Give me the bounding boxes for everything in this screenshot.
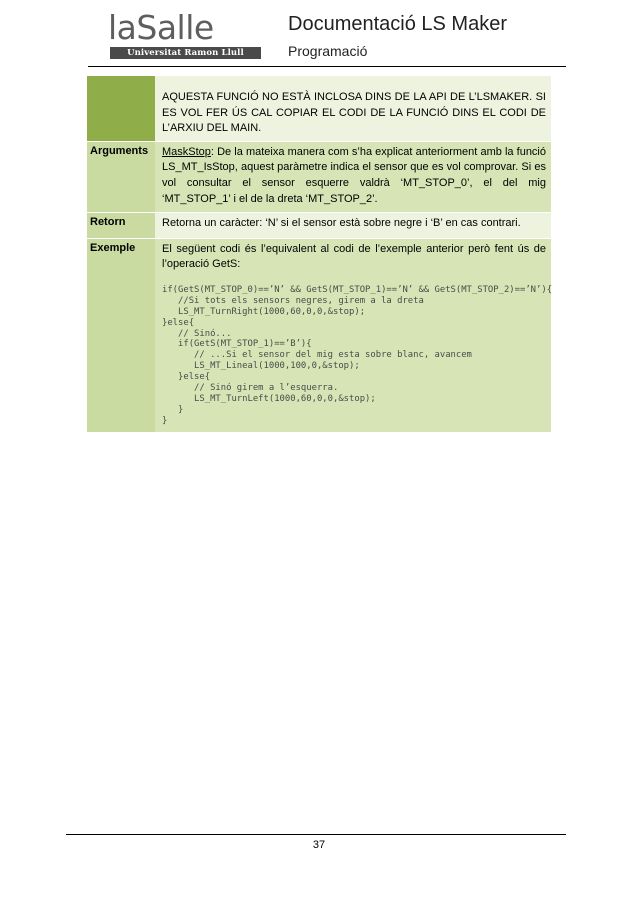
parameter-name: MaskStop bbox=[162, 145, 211, 158]
return-description: Retorna un caràcter: ‘N’ si el sensor està sobre negre i ‘B’ en cas contrari. bbox=[155, 213, 551, 239]
logo-wordmark: laSalle bbox=[108, 8, 214, 47]
example-code-block: if(GetS(MT_STOP_0)==’N’ && GetS(MT_STOP_1)==’N’ && GetS(MT_STOP_2)==’N’){ //Si tots els sensors negres, girem a la dreta LS_MT_TurnRight(1000,60,0,0,&stop); }else{ // Sinó... if(GetS(MT_STOP_1)==’B’){ // ...Si el sensor del mig esta sobre blanc, avancem LS_MT_Lineal(1000,100,0,&stop); }else{ // Sinó girem a l’esquerra. LS_MT_TurnLeft(1000,60,0,0,&stop); } } bbox=[162, 284, 553, 426]
arguments-text: : De la mateixa manera com s’ha explicat anteriorment amb la funció LS_MT_IsStop, aquest paràmetre indica el sensor que es vol comprovar. Si es vol consultar el sensor esquerre valdrà ‘MT_STOP_0’, el del mig ‘MT_STOP_1’ i el de la dreta ‘MT_STOP_2’. bbox=[162, 145, 546, 205]
lasalle-logo bbox=[108, 10, 260, 60]
example-content bbox=[155, 238, 551, 432]
intro-notice: AQUESTA FUNCIÓ NO ESTÀ INCLOSA DINS DE LA API DE L’LSMAKER. SI ES VOL FER ÚS CAL COPIAR EL CODI DE LA FUNCIÓ DINS EL CODI DE L’ARXIU DEL MAIN. bbox=[155, 76, 551, 141]
table-row-arguments bbox=[87, 141, 551, 212]
document-subtitle: Programació bbox=[288, 43, 368, 59]
example-label: Exemple bbox=[87, 238, 155, 432]
header-divider bbox=[88, 66, 566, 67]
footer-divider bbox=[66, 834, 566, 835]
page-number: 37 bbox=[312, 839, 326, 851]
logo-university-bar: Universitat Ramon Llull bbox=[110, 47, 261, 59]
arguments-description bbox=[155, 141, 551, 212]
function-doc-table bbox=[87, 76, 551, 433]
table-row-intro bbox=[87, 76, 551, 141]
table-row-example bbox=[87, 238, 551, 432]
example-description: El següent codi és l’equivalent al codi de l’exemple anterior però fent ús de l’operació GetS: bbox=[162, 242, 546, 271]
intro-label-cell bbox=[87, 76, 155, 141]
return-label: Retorn bbox=[87, 213, 155, 239]
arguments-label: Arguments bbox=[87, 141, 155, 212]
document-title: Documentació LS Maker bbox=[288, 13, 507, 35]
table-row-return bbox=[87, 213, 551, 239]
